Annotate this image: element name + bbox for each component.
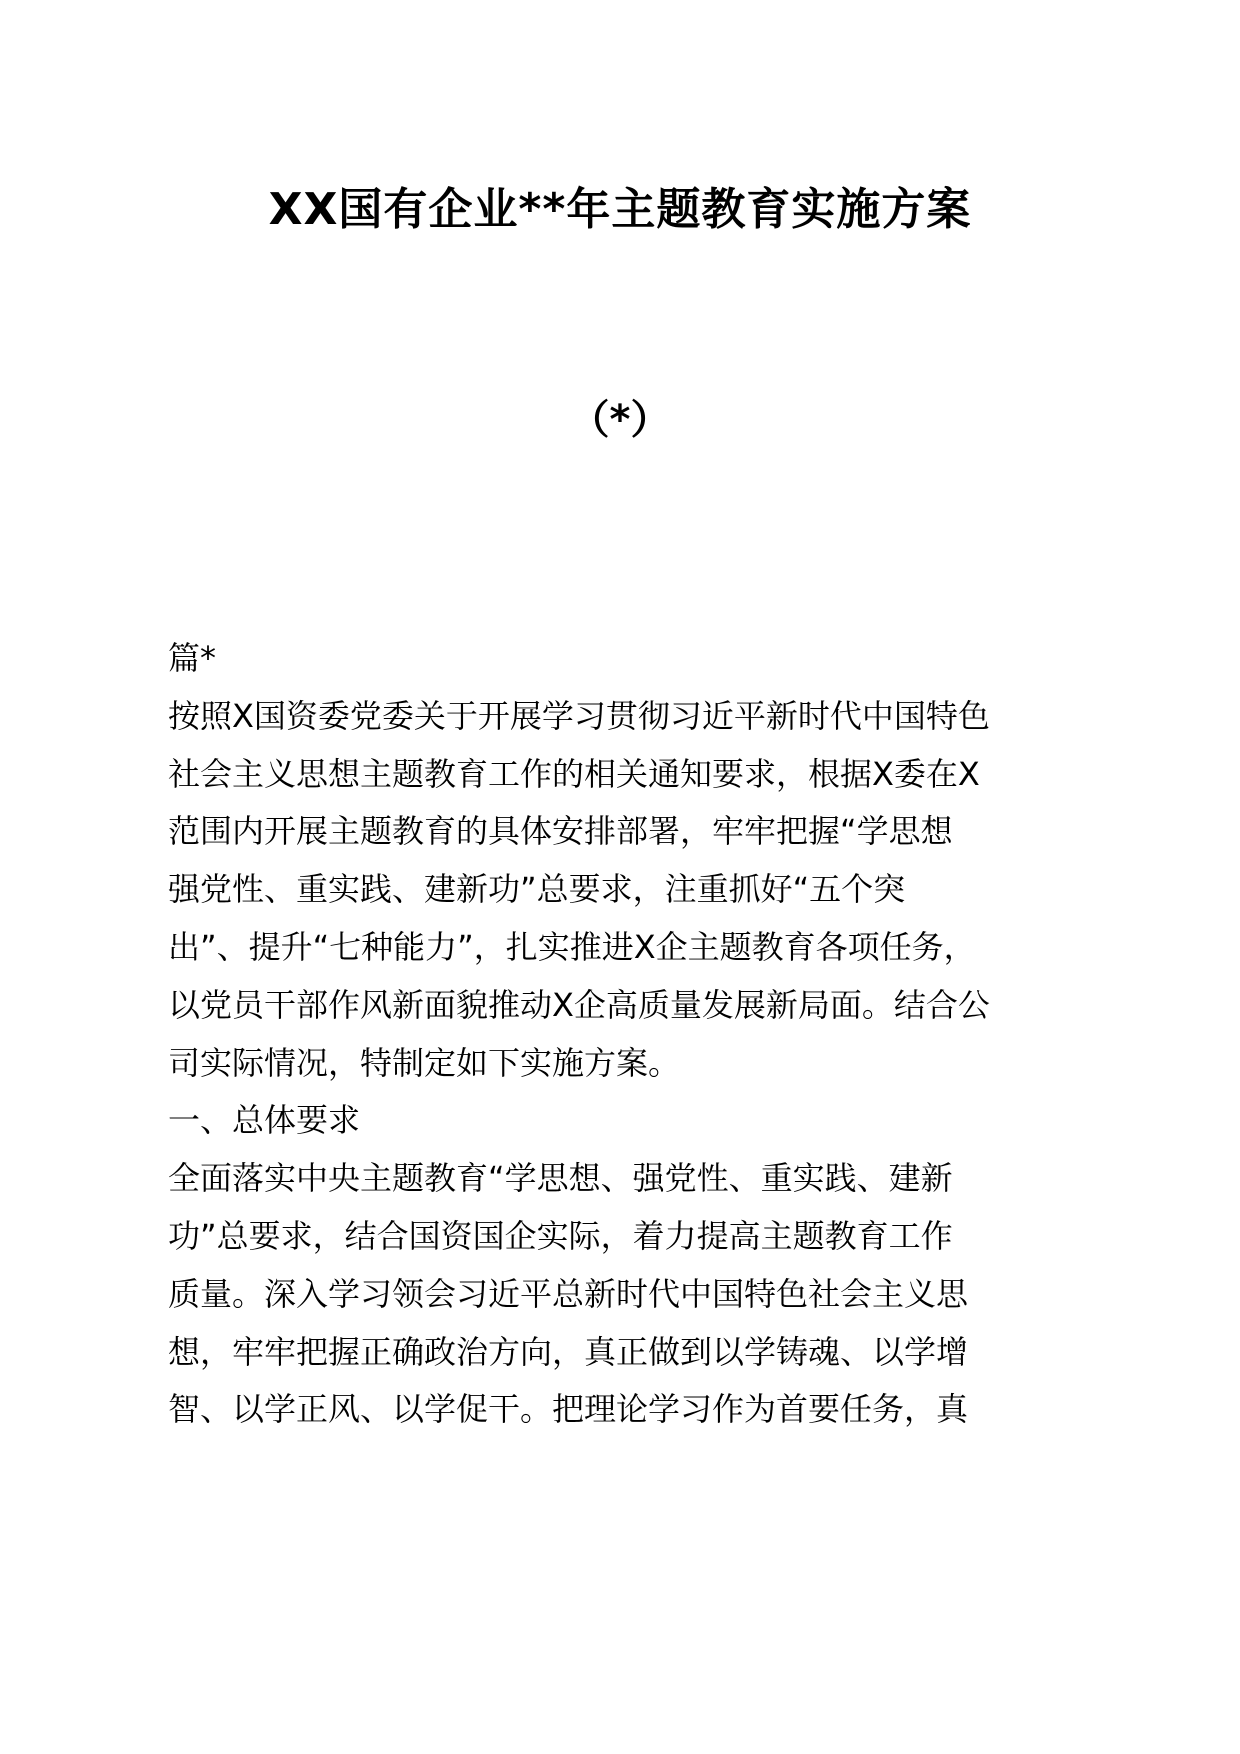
section-heading: 一、总体要求	[168, 1101, 361, 1140]
section-label: 篇*	[168, 639, 217, 677]
body-line: 想，牢牢把握正确政治方向，真正做到以学铸魂、以学增	[168, 1332, 969, 1371]
body-line: 强党性、重实践、建新功”总要求，注重抓好“五个突	[168, 870, 906, 909]
body-line: 出”、提升“七种能力”，扎实推进X企主题教育各项任务，	[168, 927, 976, 966]
document-body	[168, 630, 1088, 1439]
body-line: 范围内开展主题教育的具体安排部署，牢牢把握“学思想	[168, 812, 953, 851]
document-title: XX国有企业**年主题教育实施方案	[268, 184, 972, 235]
body-line: 社会主义思想主题教育工作的相关通知要求，根据X委在X	[168, 754, 980, 793]
body-line: 司实际情况，特制定如下实施方案。	[168, 1043, 681, 1082]
body-line: 功”总要求，结合国资国企实际，着力提高主题教育工作	[168, 1216, 953, 1255]
body-line: 以党员干部作风新面貌推动X企高质量发展新局面。结合公	[168, 985, 990, 1024]
body-line: 全面落实中央主题教育“学思想、强党性、重实践、建新	[168, 1159, 953, 1198]
body-line: 质量。深入学习领会习近平总新时代中国特色社会主义思	[168, 1274, 969, 1313]
body-line: 按照X国资委党委关于开展学习贯彻习近平新时代中国特色	[168, 696, 990, 735]
document-subtitle: （*）	[569, 397, 671, 443]
body-line: 智、以学正风、以学促干。把理论学习作为首要任务，真	[168, 1390, 969, 1429]
